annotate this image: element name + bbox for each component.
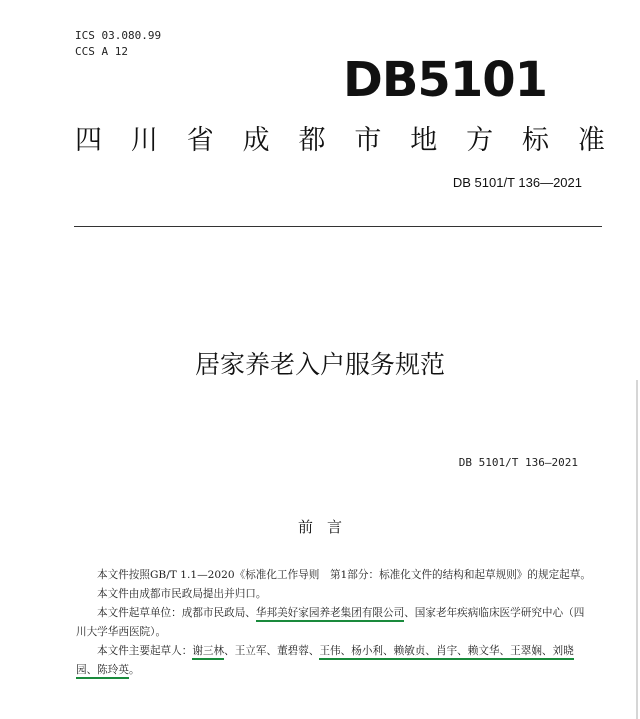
- highlighted-drafter: 谢三林: [192, 645, 224, 660]
- foreword-body: [76, 566, 592, 680]
- org-char: 川: [130, 125, 158, 156]
- drafting-units-lead: 本文件起草单位：成都市民政局、: [97, 607, 256, 619]
- foreword-paragraph: [76, 642, 592, 680]
- foreword-heading: 前言: [297, 518, 356, 536]
- db-logo: DB5101: [343, 52, 548, 108]
- highlighted-drafters: 王伟、杨小利、赖敏贞、肖宇、赖文华、王翠娴、刘晓园、陈玲英: [76, 645, 574, 679]
- ics-code: ICS 03.080.99: [75, 29, 162, 42]
- drafting-units-rest: 、国家老年疾病临床医学研究中心（四川大学华西医院）。: [76, 607, 585, 638]
- highlighted-organization: 华邦美好家园养老集团有限公司: [256, 607, 404, 622]
- org-char: 地: [410, 125, 438, 156]
- drafters-middle: 、王立军、董碧蓉、: [224, 645, 320, 657]
- ccs-code: CCS A 12: [75, 45, 128, 58]
- issuing-organization: [75, 118, 605, 157]
- classification-codes: [75, 28, 161, 60]
- org-char: 四: [75, 125, 102, 156]
- org-char: 标: [522, 125, 549, 156]
- standard-number-repeat: DB 5101/T 136—2021: [458, 456, 578, 469]
- org-char: 准: [577, 125, 605, 156]
- foreword-paragraph: 本文件由成都市民政局提出并归口。: [97, 588, 267, 600]
- foreword-paragraph: [76, 604, 592, 642]
- header-divider: [74, 226, 602, 227]
- org-char: 都: [298, 125, 326, 156]
- document-title: 居家养老入户服务规范: [194, 350, 445, 379]
- org-char: 省: [186, 125, 214, 156]
- org-char: 市: [354, 125, 382, 156]
- org-char: 成: [242, 125, 270, 156]
- drafters-end: 。: [128, 664, 140, 676]
- foreword-paragraph: 本文件按照GB/T 1.1—2020《标准化工作导则 第1部分：标准化文件的结构和起草规则》的规定起草。: [97, 569, 591, 581]
- org-char: 方: [466, 125, 494, 156]
- drafters-lead: 本文件主要起草人：: [97, 645, 193, 657]
- page-edge-shadow: [636, 380, 638, 719]
- standard-number: DB 5101/T 136—2021: [452, 175, 582, 190]
